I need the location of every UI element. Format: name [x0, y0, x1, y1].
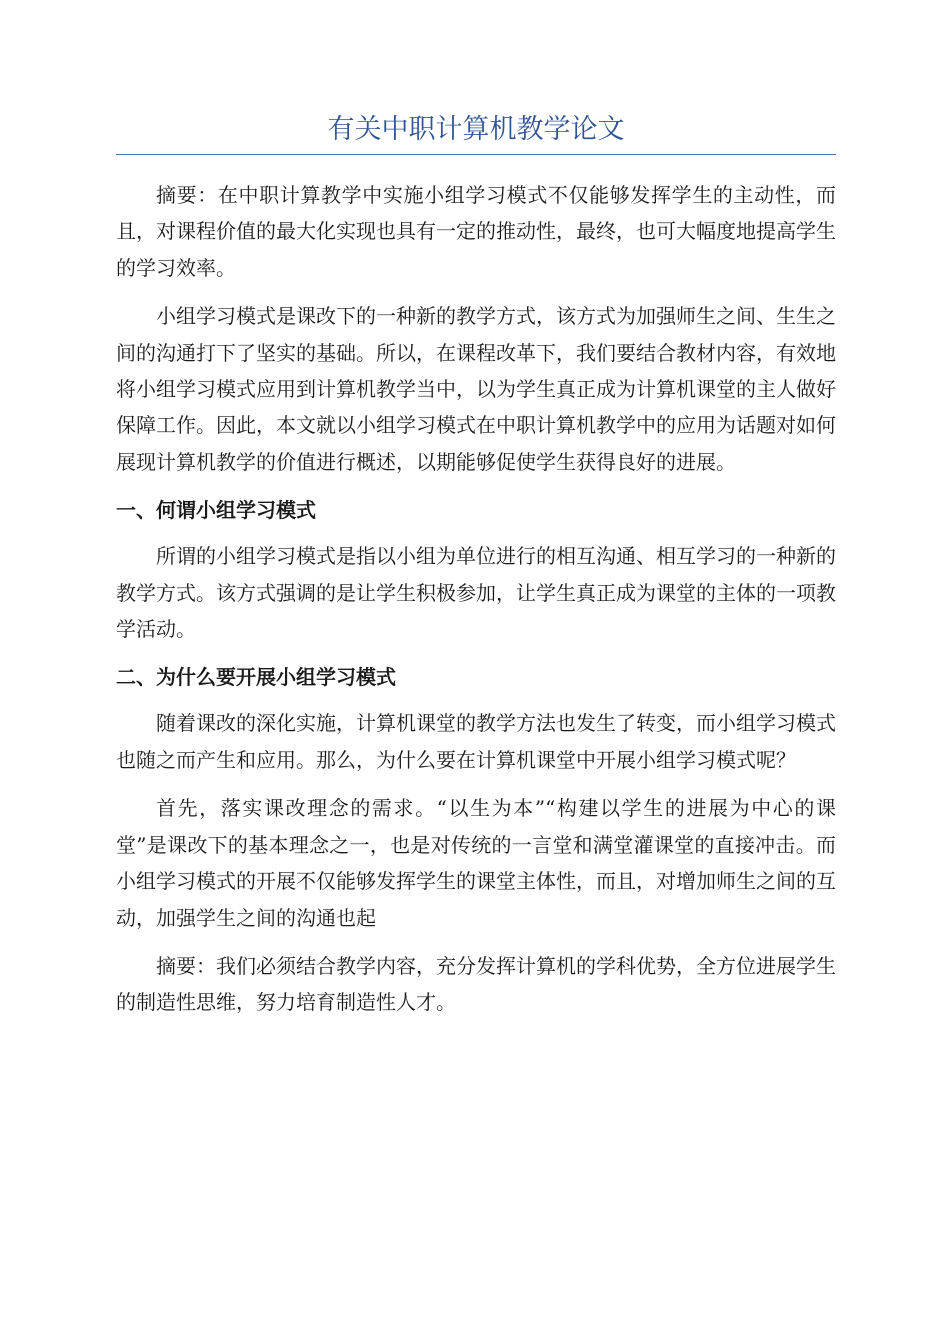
intro-paragraph: 小组学习模式是课改下的一种新的教学方式，该方式为加强师生之间、生生之间的沟通打下了坚实的基础。所以，在课程改革下，我们要结合教材内容，有效地将小组学习模式应用到计算机教学当中，以为学生真正成为计算机课堂的主人做好保障工作。因此，本文就以小组学习模式在中职计算机教学中的应用为话题对如何展现计算机教学的价值进行概述，以期能够促使学生获得良好的进展。	[116, 304, 836, 474]
section-heading-2: 二、为什么要开展小组学习模式	[116, 665, 396, 690]
abstract-paragraph: 摘要：在中职计算教学中实施小组学习模式不仅能够发挥学生的主动性，而且，对课程价值的最大化实现也具有一定的推动性，最终，也可大幅度地提高学生的学习效率。	[116, 183, 836, 280]
title-underline	[116, 154, 836, 155]
document-page	[116, 108, 836, 1033]
section-heading-1: 一、何谓小组学习模式	[116, 498, 316, 523]
second-abstract-paragraph: 摘要：我们必须结合教学内容，充分发挥计算机的学科优势，全方位进展学生的制造性思维，努力培育制造性人才。	[116, 953, 836, 1015]
document-title: 有关中职计算机教学论文	[327, 114, 625, 145]
section-1-paragraph: 所谓的小组学习模式是指以小组为单位进行的相互沟通、相互学习的一种新的教学方式。该方式强调的是让学生积极参加，让学生真正成为课堂的主体的一项教学活动。	[116, 544, 836, 642]
section-2-paragraph-2: 首先，落实课改理念的需求。“以生为本”“构建以学生的进展为中心的课堂”是课改下的基本理念之一，也是对传统的一言堂和满堂灌课堂的直接冲击。而小组学习模式的开展不仅能够发挥学生的课堂主体性，而且，对增加师生之间的互动，加强学生之间的沟通也起	[116, 796, 836, 930]
section-2-paragraph-1: 随着课改的深化实施，计算机课堂的教学方法也发生了转变，而小组学习模式也随之而产生和应用。那么，为什么要在计算机课堂中开展小组学习模式呢？	[116, 711, 836, 772]
